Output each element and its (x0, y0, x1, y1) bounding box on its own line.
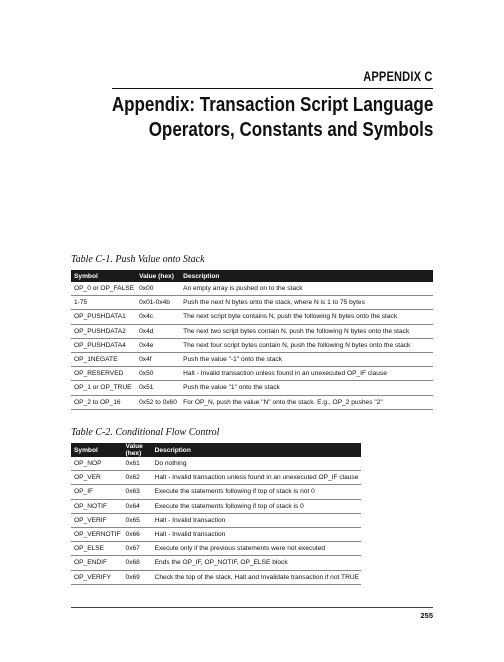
cell-symbol: OP_PUSHDATA1 (71, 310, 136, 324)
cell-symbol: OP_IF (71, 485, 123, 499)
table1-header-row (71, 270, 433, 282)
footer-rule (71, 607, 433, 608)
cell-value: 0x4c (136, 310, 180, 324)
cell-value: 0x50 (136, 367, 180, 381)
table-row (71, 471, 361, 485)
cell-value: 0x01-0x4b (136, 296, 180, 310)
push-value-table (71, 270, 433, 410)
table1-col-value: Value (hex) (136, 270, 180, 282)
cell-description: The next four script bytes contain N, push the following N bytes onto the stack (180, 338, 433, 352)
table-row (71, 352, 433, 366)
cell-description: An empty array is pushed on to the stack (180, 282, 433, 296)
cell-description: Push the value "-1" onto the stack (180, 352, 433, 366)
table-row (71, 381, 433, 395)
cell-value: 0x63 (123, 485, 152, 499)
cell-description: Halt - Invalid transaction unless found in an unexecuted OP_IF clause (180, 367, 433, 381)
cell-description: The next two script bytes contain N, push the following N bytes onto the stack (180, 324, 433, 338)
cell-value: 0x69 (123, 570, 152, 584)
cell-description: The next script byte contains N, push the following N bytes onto the stack (180, 310, 433, 324)
cell-value: 0x62 (123, 471, 152, 485)
cell-value: 0x66 (123, 527, 152, 541)
cell-value: 0x4d (136, 324, 180, 338)
table2-col-description: Description (152, 443, 361, 457)
cell-value: 0x4f (136, 352, 180, 366)
table-row (71, 457, 361, 471)
cell-symbol: OP_PUSHDATA2 (71, 324, 136, 338)
cell-description: Execute the statements following if top of stack is not 0 (152, 485, 361, 499)
cell-description: Halt - Invalid transaction (152, 513, 361, 527)
table-row (71, 296, 433, 310)
table1-caption: Table C-1. Push Value onto Stack (71, 254, 205, 265)
cell-symbol: OP_ELSE (71, 542, 123, 556)
cell-symbol: OP_VERNOTIF (71, 527, 123, 541)
appendix-label: APPENDIX C (363, 69, 433, 84)
cell-description: For OP_N, push the value "N" onto the stack. E.g., OP_2 pushes "2" (180, 395, 433, 409)
cell-description: Ends the OP_IF, OP_NOTIF, OP_ELSE block (152, 556, 361, 570)
cell-symbol: OP_PUSHDATA4 (71, 338, 136, 352)
cell-description: Halt - Invalid transaction (152, 527, 361, 541)
cell-symbol: OP_VERIFY (71, 570, 123, 584)
page-number: 255 (420, 611, 433, 620)
cell-symbol: OP_ENDIF (71, 556, 123, 570)
table2-header-row (71, 443, 361, 457)
cell-value: 0x67 (123, 542, 152, 556)
table-row (71, 282, 433, 296)
cell-symbol: 1-75 (71, 296, 136, 310)
cell-description: Push the value "1" onto the stack (180, 381, 433, 395)
page-title (112, 92, 433, 142)
table-row (71, 485, 361, 499)
cell-value: 0x00 (136, 282, 180, 296)
cell-description: Push the next N bytes onto the stack, where N is 1 to 75 bytes (180, 296, 433, 310)
table-row (71, 542, 361, 556)
table-row (71, 395, 433, 409)
cell-value: 0x4e (136, 338, 180, 352)
cell-value: 0x61 (123, 457, 152, 471)
cell-description: Halt - Invalid transaction unless found in an unexecuted OP_IF clause (152, 471, 361, 485)
table-row (71, 570, 361, 584)
table2-caption: Table C-2. Conditional Flow Control (71, 427, 220, 438)
cell-value: 0x52 to 0x60 (136, 395, 180, 409)
cell-description: Do nothing (152, 457, 361, 471)
cell-symbol: OP_VER (71, 471, 123, 485)
cell-value: 0x51 (136, 381, 180, 395)
cell-symbol: OP_RESERVED (71, 367, 136, 381)
cell-symbol: OP_1 or OP_TRUE (71, 381, 136, 395)
cell-symbol: OP_2 to OP_16 (71, 395, 136, 409)
cell-description: Check the top of the stack, Halt and Invalidate transaction if not TRUE (152, 570, 361, 584)
table-row (71, 556, 361, 570)
table-row (71, 338, 433, 352)
cell-value: 0x65 (123, 513, 152, 527)
table1-col-description: Description (180, 270, 433, 282)
title-line-2: Operators, Constants and Symbols (148, 118, 433, 141)
cell-description: Execute the statements following if top of stack is 0 (152, 499, 361, 513)
table-row (71, 310, 433, 324)
table-row (71, 513, 361, 527)
cell-symbol: OP_NOTIF (71, 499, 123, 513)
table-row (71, 367, 433, 381)
table2-col-symbol: Symbol (71, 443, 123, 457)
cell-symbol: OP_1NEGATE (71, 352, 136, 366)
table1-col-symbol: Symbol (71, 270, 136, 282)
table2-col-value: Value (hex) (123, 443, 152, 457)
cell-value: 0x68 (123, 556, 152, 570)
header-rule (112, 88, 433, 89)
title-line-1: Appendix: Transaction Script Language (111, 93, 433, 116)
table-row (71, 527, 361, 541)
cell-description: Execute only if the previous statements were not executed (152, 542, 361, 556)
cell-symbol: OP_NOP (71, 457, 123, 471)
flow-control-table (71, 443, 361, 585)
cell-value: 0x64 (123, 499, 152, 513)
table-row (71, 499, 361, 513)
cell-symbol: OP_VERIF (71, 513, 123, 527)
table-row (71, 324, 433, 338)
cell-symbol: OP_0 or OP_FALSE (71, 282, 136, 296)
